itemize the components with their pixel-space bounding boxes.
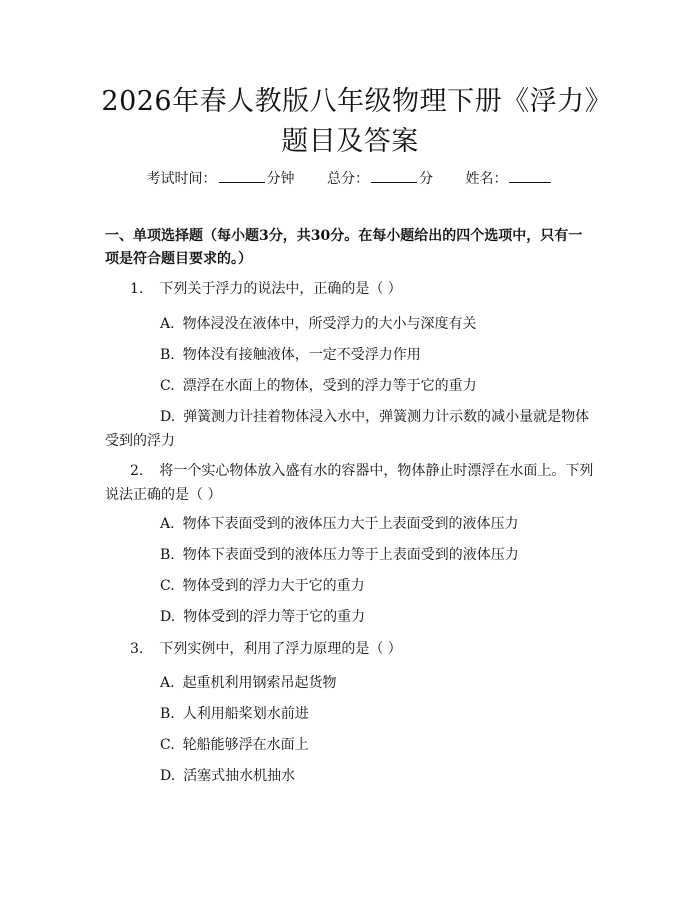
option-letter: A. xyxy=(160,316,175,332)
option-letter: C. xyxy=(160,578,175,594)
option-letter: C. xyxy=(160,737,175,753)
section-heading: 一、单项选择题（每小题3分，共30分。在每小题给出的四个选项中，只有一项是符合题目要求的。） xyxy=(105,228,583,267)
option-letter: D. xyxy=(160,609,176,625)
option-text: 轮船能够浮在水面上 xyxy=(182,737,309,753)
option-text: 物体没有接触液体，一定不受浮力作用 xyxy=(182,347,421,363)
option-1d xyxy=(105,405,595,453)
exam-time-blank xyxy=(219,168,265,183)
total-score-unit: 分 xyxy=(419,171,433,187)
option-3d xyxy=(105,764,595,788)
option-text: 活塞式抽水机抽水 xyxy=(183,768,296,784)
total-score-field xyxy=(327,168,433,189)
option-letter: D. xyxy=(160,409,176,425)
option-1b xyxy=(105,343,595,367)
option-letter: B. xyxy=(160,547,175,563)
exam-time-unit: 分钟 xyxy=(266,171,295,187)
option-1c xyxy=(105,374,595,398)
option-2c xyxy=(105,574,595,598)
question-text: 将一个实心物体放入盛有水的容器中，物体静止时漂浮在水面上。下列说法正确的是（ ） xyxy=(105,463,594,503)
option-letter: B. xyxy=(160,706,175,722)
question-number: 1. xyxy=(130,281,144,297)
question-2 xyxy=(105,459,595,507)
exam-meta xyxy=(0,168,700,189)
question-text: 下列实例中，利用了浮力原理的是（ ） xyxy=(159,641,402,657)
option-letter: A. xyxy=(160,675,175,691)
option-3c xyxy=(105,733,595,757)
option-2d xyxy=(105,605,595,629)
question-3 xyxy=(105,637,595,661)
student-name-label: 姓名： xyxy=(465,171,508,187)
option-text: 起重机利用钢索吊起货物 xyxy=(182,675,337,691)
student-name-blank xyxy=(509,168,551,183)
option-3a xyxy=(105,671,595,695)
option-letter: B. xyxy=(160,347,175,363)
option-letter: C. xyxy=(160,378,175,394)
total-score-blank xyxy=(371,168,417,183)
exam-time-label: 考试时间： xyxy=(146,171,217,187)
option-text: 漂浮在水面上的物体，受到的浮力等于它的重力 xyxy=(182,378,477,394)
question-number: 2. xyxy=(130,463,144,479)
option-2b xyxy=(105,543,595,567)
question-number: 3. xyxy=(130,641,144,657)
option-text: 物体下表面受到的液体压力等于上表面受到的液体压力 xyxy=(182,547,519,563)
option-text: 物体受到的浮力大于它的重力 xyxy=(182,578,365,594)
option-text: 弹簧测力计挂着物体浸入水中，弹簧测力计示数的减小量就是物体受到的浮力 xyxy=(105,409,590,449)
question-text: 下列关于浮力的说法中，正确的是（ ） xyxy=(159,281,402,297)
exam-time-field xyxy=(147,168,295,189)
option-text: 物体受到的浮力等于它的重力 xyxy=(183,609,366,625)
option-letter: D. xyxy=(160,768,176,784)
page-title: 2026年春人教版八年级物理下册《浮力》题目及答案 xyxy=(101,86,599,157)
option-1a xyxy=(105,312,595,336)
option-letter: A. xyxy=(160,516,175,532)
option-text: 物体下表面受到的液体压力大于上表面受到的液体压力 xyxy=(182,516,519,532)
total-score-label: 总分： xyxy=(327,171,369,187)
option-text: 物体浸没在液体中，所受浮力的大小与深度有关 xyxy=(182,316,477,332)
option-text: 人利用船桨划水前进 xyxy=(182,706,309,722)
option-2a xyxy=(105,512,595,536)
option-3b xyxy=(105,702,595,726)
student-name-field xyxy=(465,168,553,189)
question-1 xyxy=(105,277,595,301)
